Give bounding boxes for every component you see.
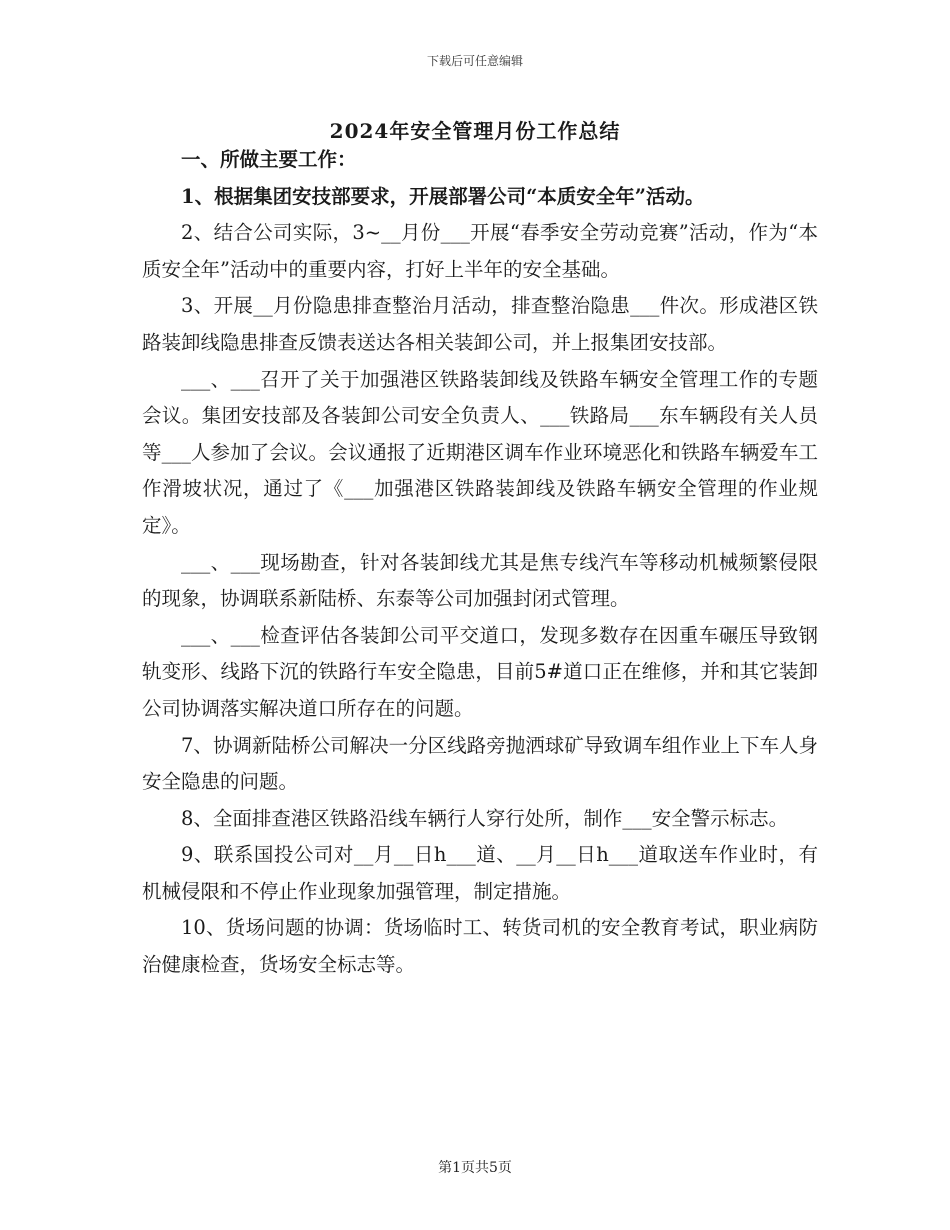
paragraph-item-7: 7、协调新陆桥公司解决一分区线路旁抛洒球矿导致调车组作业上下车人身安全隐患的问题。 <box>142 733 818 794</box>
page-number: 第1页共5页 <box>438 1160 512 1176</box>
page-header-note: 下载后可任意编辑 <box>426 54 523 68</box>
document-title: 2024年安全管理月份工作总结 <box>329 119 621 143</box>
paragraph-item-8: 8、全面排查港区铁路沿线车辆行人穿行处所，制作___安全警示标志。 <box>181 806 789 830</box>
section-heading-main-work: 一、所做主要工作： <box>181 148 357 171</box>
paragraph-item-6: ___、___检查评估各装卸公司平交道口，发现多数存在因重车碾压导致钢轨变形、线路下沉的铁路行车安全隐患，目前5#道口正在维修，并和其它装卸公司协调落实解决道口所存在的问题。 <box>142 623 818 720</box>
paragraph-item-4: ___、___召开了关于加强港区铁路装卸线及铁路车辆安全管理工作的专题会议。集团安技部及各装卸公司安全负责人、___铁路局___东车辆段有关人员等___人参加了会议。会议通报了近期港区调车作业环境恶化和铁路车辆爱车工作滑坡状况，通过了《___加强港区铁路装卸线及铁路车辆安全管理的作业规定》。 <box>142 367 818 537</box>
document-body <box>142 142 818 984</box>
paragraph-item-2: 2、结合公司实际，3~__月份___开展“春季安全劳动竞赛”活动，作为“本质安全年”活动中的重要内容，打好上半年的安全基础。 <box>142 221 818 281</box>
paragraph-item-3: 3、开展__月份隐患排查整治月活动，排查整治隐患___件次。形成港区铁路装卸线隐患排查反馈表送达各相关装卸公司，并上报集团安技部。 <box>142 294 818 354</box>
paragraph-item-5: ___、___现场勘查，针对各装卸线尤其是焦专线汽车等移动机械频繁侵限的现象，协调联系新陆桥、东泰等公司加强封闭式管理。 <box>142 550 818 611</box>
paragraph-item-1: 1、根据集团安技部要求，开展部署公司“本质安全年”活动。 <box>181 184 705 208</box>
paragraph-item-10: 10、货场问题的协调：货场临时工、转货司机的安全教育考试，职业病防治健康检查，货场安全标志等。 <box>142 916 818 977</box>
paragraph-item-9: 9、联系国投公司对__月__日h___道、__月__日h___道取送车作业时，有机械侵限和不停止作业现象加强管理，制定措施。 <box>142 843 818 903</box>
